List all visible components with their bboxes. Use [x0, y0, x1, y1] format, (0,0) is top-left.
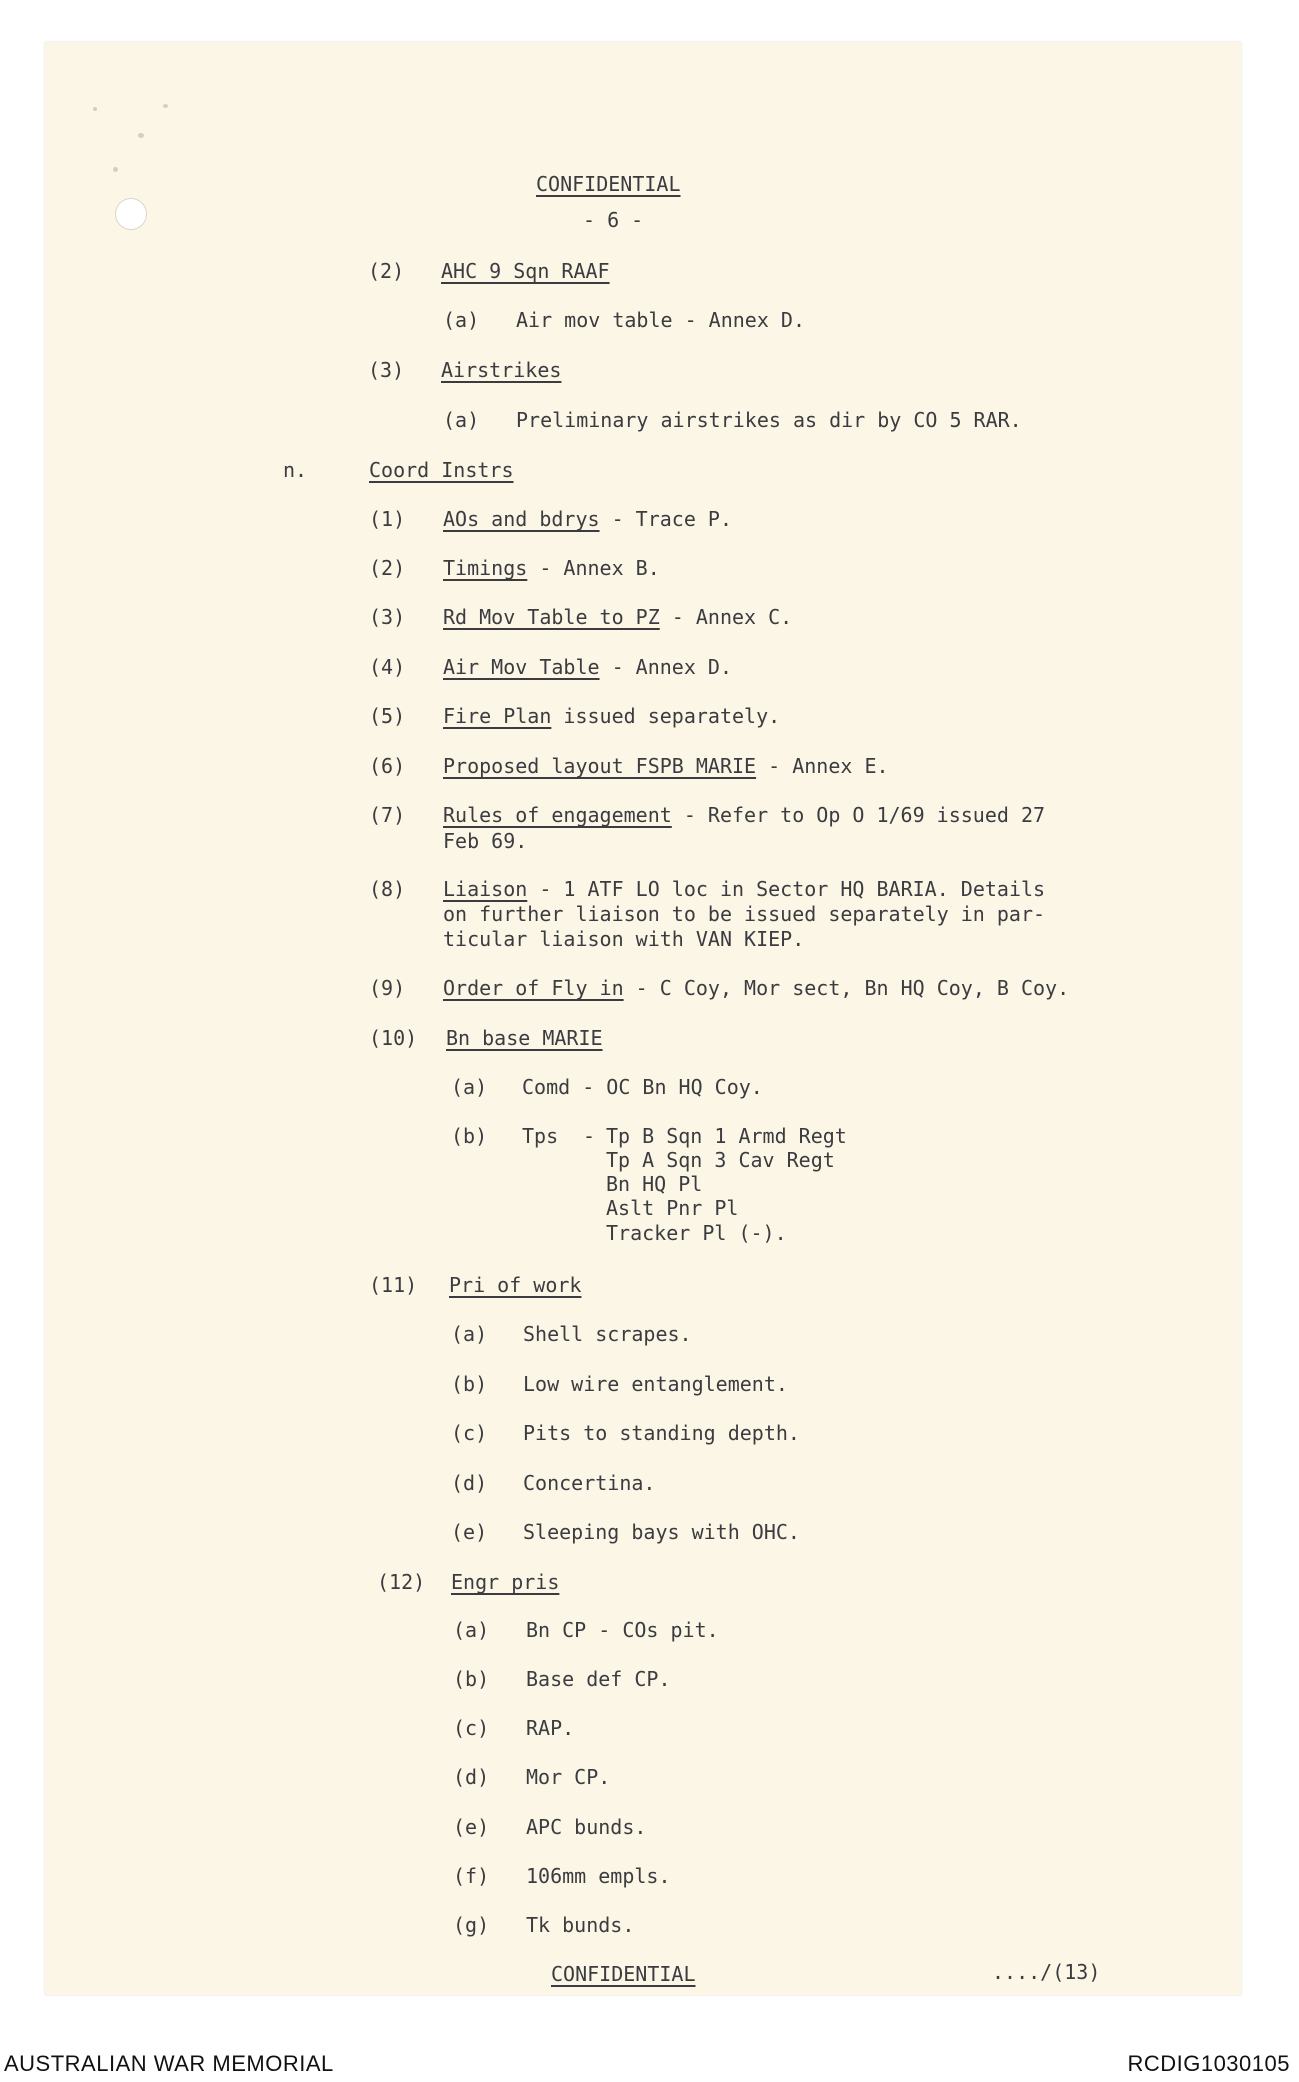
item-title: Timings — [443, 556, 528, 580]
item-text — [443, 507, 732, 531]
item-number: (5) — [369, 704, 406, 728]
archive-source: AUSTRALIAN WAR MEMORIAL — [4, 2051, 334, 2076]
section-heading: AHC 9 Sqn RAAF — [441, 259, 610, 283]
item-title: AOs and bdrys — [443, 507, 600, 531]
sub-item-text: 106mm empls. — [526, 1864, 671, 1888]
item-text — [443, 556, 660, 580]
sub-item-text: Pits to standing depth. — [523, 1421, 800, 1445]
paragraph-letter: n. — [283, 458, 308, 482]
item-detail: - Annex E. — [756, 754, 889, 778]
item-number: (4) — [369, 655, 406, 679]
section-heading: Airstrikes — [441, 358, 562, 382]
sub-item-text: Sleeping bays with OHC. — [523, 1520, 800, 1544]
header-classification: CONFIDENTIAL — [536, 172, 681, 196]
sub-item-text: APC bunds. — [526, 1815, 647, 1839]
item-detail: - C Coy, Mor sect, Bn HQ Coy, B Coy. — [623, 976, 1070, 1000]
item-text — [443, 655, 732, 679]
item-title: Air Mov Table — [443, 655, 600, 679]
item-text — [443, 877, 1045, 901]
paper-speck — [93, 107, 97, 111]
sub-item-number: (a) — [453, 1618, 490, 1642]
troops-line: Bn HQ Pl — [606, 1172, 703, 1196]
sub-item-number: (c) — [453, 1716, 490, 1740]
sub-item-number: (e) — [451, 1520, 488, 1544]
sub-item-text: Air mov table - Annex D. — [516, 308, 805, 332]
section-heading: Bn base MARIE — [446, 1026, 603, 1050]
item-text — [443, 605, 792, 629]
item-number: (3) — [368, 358, 405, 382]
item-text — [443, 803, 1045, 827]
sub-item-number: (b) — [451, 1124, 488, 1148]
item-detail: - 1 ATF LO loc in Sector HQ BARIA. Details — [527, 877, 1046, 901]
sub-item-number: (c) — [451, 1421, 488, 1445]
sub-item-number: (d) — [453, 1765, 490, 1789]
troops-label: Tps — [522, 1124, 559, 1148]
item-detail: - Refer to Op O 1/69 issued 27 — [671, 803, 1046, 827]
item-number: (2) — [368, 259, 405, 283]
item-number: (9) — [369, 976, 406, 1000]
item-text — [443, 754, 889, 778]
sub-item-text: Shell scrapes. — [523, 1322, 692, 1346]
item-number: (6) — [369, 754, 406, 778]
item-detail: - Annex B. — [527, 556, 660, 580]
sub-item-number: (g) — [453, 1913, 490, 1937]
item-title: Rd Mov Table to PZ — [443, 605, 660, 629]
sub-item-number: (f) — [453, 1864, 490, 1888]
sub-item-number: (e) — [453, 1815, 490, 1839]
troops-line: Tp B Sqn 1 Armd Regt — [606, 1124, 847, 1148]
sub-item-number: (a) — [451, 1322, 488, 1346]
sub-item-text: Concertina. — [523, 1471, 656, 1495]
item-number: (2) — [369, 556, 406, 580]
sub-item-number: (d) — [451, 1471, 488, 1495]
troops-line: Tracker Pl (-). — [606, 1221, 787, 1245]
section-heading: Engr pris — [451, 1570, 560, 1594]
sub-item-number: (a) — [443, 308, 480, 332]
punch-hole — [115, 198, 147, 230]
sub-item-number: (b) — [451, 1372, 488, 1396]
page-number: - 6 - — [583, 208, 644, 232]
troops-dash: - — [583, 1124, 596, 1148]
paper-speck — [138, 133, 144, 138]
section-heading: Coord Instrs — [369, 458, 514, 482]
item-number: (1) — [369, 507, 406, 531]
item-number: (7) — [369, 803, 406, 827]
sub-item-number: (a) — [451, 1075, 488, 1099]
item-number: (3) — [369, 605, 406, 629]
item-number: (10) — [369, 1026, 418, 1050]
troops-line: Tp A Sqn 3 Cav Regt — [606, 1148, 835, 1172]
sub-item-text: RAP. — [526, 1716, 575, 1740]
item-title: Proposed layout FSPB MARIE — [443, 754, 757, 778]
document-page — [45, 42, 1241, 1995]
item-number: (12) — [377, 1570, 426, 1594]
item-detail: - Annex C. — [659, 605, 793, 629]
sub-item-text: Base def CP. — [526, 1667, 671, 1691]
sub-item-text: Low wire entanglement. — [523, 1372, 788, 1396]
item-text — [443, 976, 1069, 1000]
sub-item-number: (a) — [443, 408, 480, 432]
item-title: Liaison — [443, 877, 528, 901]
sub-item-text: Preliminary airstrikes as dir by CO 5 RAR. — [516, 408, 1022, 432]
item-number: (8) — [369, 877, 406, 901]
continuation-marker: ..../(13) — [992, 1960, 1101, 1984]
item-title: Rules of engagement — [443, 803, 672, 827]
item-detail: issued separately. — [551, 704, 781, 728]
item-detail: - Trace P. — [599, 507, 732, 531]
item-title: Order of Fly in — [443, 976, 624, 1000]
item-text-continuation: ticular liaison with VAN KIEP. — [443, 927, 805, 951]
archive-id: RCDIG1030105 — [1127, 2051, 1290, 2076]
sub-item-number: (b) — [453, 1667, 490, 1691]
paper-speck — [113, 167, 118, 172]
paper-speck — [163, 104, 168, 108]
item-text — [443, 704, 780, 728]
footer-classification: CONFIDENTIAL — [551, 1962, 696, 1986]
sub-item-text: Tk bunds. — [526, 1913, 635, 1937]
item-detail: - Annex D. — [599, 655, 732, 679]
item-title: Fire Plan — [443, 704, 552, 728]
item-number: (11) — [369, 1273, 418, 1297]
item-text-continuation: Feb 69. — [443, 829, 528, 853]
section-heading: Pri of work — [449, 1273, 582, 1297]
sub-item-text: Mor CP. — [526, 1765, 611, 1789]
sub-item-text: Comd - OC Bn HQ Coy. — [522, 1075, 763, 1099]
troops-line: Aslt Pnr Pl — [606, 1196, 739, 1220]
item-text-continuation: on further liaison to be issued separately in par- — [443, 902, 1046, 926]
sub-item-text: Bn CP - COs pit. — [526, 1618, 719, 1642]
